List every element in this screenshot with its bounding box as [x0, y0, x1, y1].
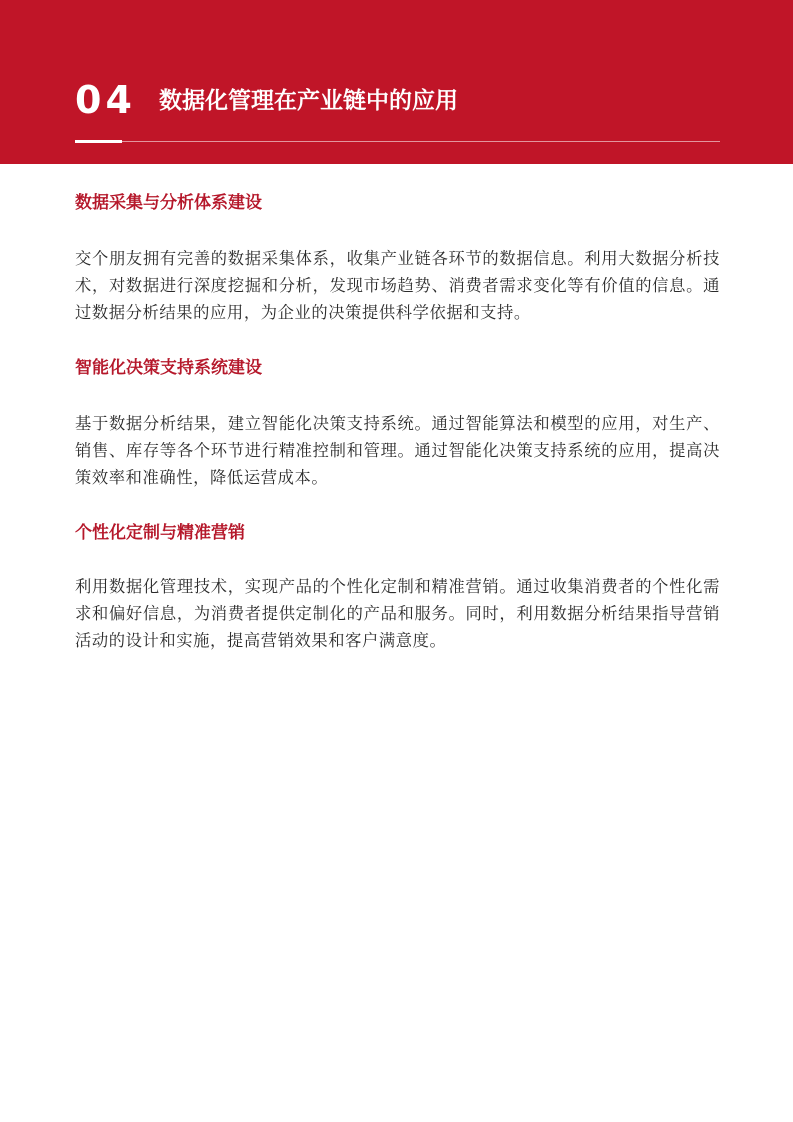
chapter-header-banner	[0, 0, 793, 164]
chapter-number: 04	[75, 78, 136, 122]
section-heading-data-collection: 数据采集与分析体系建设	[75, 193, 262, 213]
section-heading-decision-support: 智能化决策支持系统建设	[75, 358, 262, 378]
section-heading-precision-marketing: 个性化定制与精准营销	[75, 523, 245, 543]
section-body-precision-marketing: 利用数据化管理技术，实现产品的个性化定制和精准营销。通过收集消费者的个性化需求和偏好信息，为消费者提供定制化的产品和服务。同时，利用数据分析结果指导营销活动的设计和实施，提高营销效果和客户满意度。	[75, 577, 720, 650]
header-divider-accent	[75, 140, 122, 143]
chapter-title: 数据化管理在产业链中的应用	[159, 88, 458, 114]
section-body-decision-support: 基于数据分析结果，建立智能化决策支持系统。通过智能算法和模型的应用，对生产、销售、库存等各个环节进行精准控制和管理。通过智能化决策支持系统的应用，提高决策效率和准确性，降低运营成本。	[75, 414, 720, 487]
header-divider-line	[75, 141, 720, 142]
main-content	[75, 188, 720, 654]
section-body-data-collection: 交个朋友拥有完善的数据采集体系，收集产业链各环节的数据信息。利用大数据分析技术，对数据进行深度挖掘和分析，发现市场趋势、消费者需求变化等有价值的信息。通过数据分析结果的应用，为企业的决策提供科学依据和支持。	[75, 249, 720, 322]
